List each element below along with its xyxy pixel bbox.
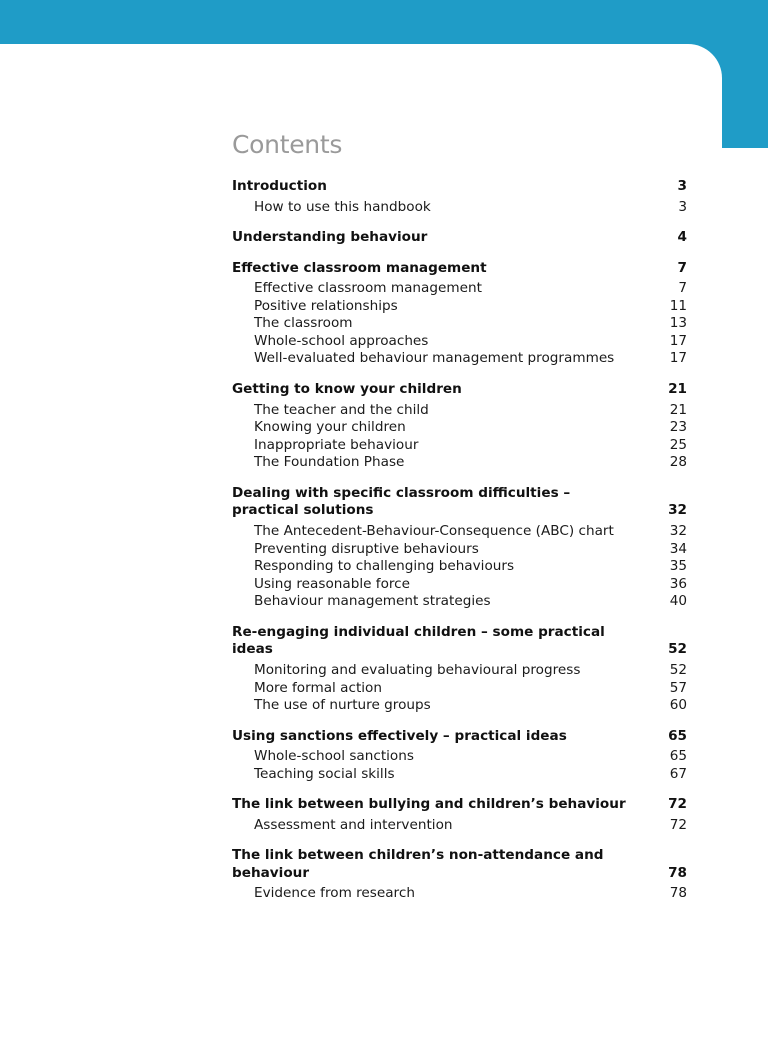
toc-entry-page-number: 67 [669,765,687,782]
toc-entry-label: Using reasonable force [254,575,411,592]
toc-entry[interactable] [232,576,687,594]
toc-heading-label: Understanding behaviour [232,229,428,246]
toc-entry-page-number: 72 [669,816,687,833]
toc-section [232,796,687,834]
toc-section [232,728,687,784]
toc-entry[interactable] [232,766,687,784]
toc-section-heading[interactable] [232,728,687,746]
toc-entry-page-number: 21 [669,401,687,418]
toc-section-heading[interactable] [232,485,687,520]
toc-entry-label: The teacher and the child [254,401,429,418]
toc-entry-page-number: 57 [669,679,687,696]
toc-heading-page-number: 32 [668,502,687,519]
toc-entry[interactable] [232,350,687,368]
toc-entry-page-number: 65 [669,748,687,765]
toc-heading-label: Getting to know your children [232,381,462,398]
toc-entry-page-number: 52 [669,661,687,678]
toc-heading-label: Using sanctions effectively – practical ideas [232,727,567,744]
toc-heading-page-number: 21 [668,381,687,398]
toc-entry-page-number: 25 [669,436,687,453]
toc-entry-page-number: 17 [669,332,687,349]
toc-entry-page-number: 11 [669,297,687,314]
toc-section-heading[interactable] [232,178,687,196]
toc-section [232,485,687,611]
toc-entry-page-number: 32 [669,522,687,539]
toc-entry-label: Well-evaluated behaviour management programmes [254,350,615,367]
toc-entry[interactable] [232,817,687,835]
toc-section-heading[interactable] [232,796,687,814]
toc-entry[interactable] [232,662,687,680]
toc-heading-page-number: 65 [668,727,687,744]
toc-entry-label: Knowing your children [254,419,406,436]
toc-entry-label: Positive relationships [254,297,398,314]
toc-entry-label: More formal action [254,679,382,696]
toc-entry-page-number: 36 [669,575,687,592]
toc-entry-page-number: 35 [669,558,687,575]
toc-entry[interactable] [232,298,687,316]
toc-entry-label: Inappropriate behaviour [254,436,419,453]
toc-section-heading[interactable] [232,624,687,659]
toc-entry[interactable] [232,680,687,698]
toc-heading-page-number: 78 [668,864,687,881]
toc-entry-label: The use of nurture groups [254,697,431,714]
toc-entry[interactable] [232,593,687,611]
toc-section-heading[interactable] [232,381,687,399]
toc-section [232,178,687,216]
toc-section [232,847,687,903]
toc-heading-label: Effective classroom management [232,259,487,276]
toc-entry[interactable] [232,402,687,420]
toc-heading-page-number: 3 [677,178,687,194]
toc-heading-page-number: 7 [677,259,687,276]
toc-entry-page-number: 40 [669,593,687,610]
toc-entry-page-number: 78 [669,885,687,902]
toc-entry-label: Preventing disruptive behaviours [254,540,479,557]
toc-entry-label: Teaching social skills [254,765,395,782]
toc-heading-label: Dealing with specific classroom difficulties – practical solutions [232,484,571,519]
toc-entry[interactable] [232,315,687,333]
toc-section-heading[interactable] [232,847,687,882]
toc-entry-label: How to use this handbook [254,198,431,215]
toc-entry-label: Whole-school sanctions [254,748,414,765]
toc-entry-label: The Foundation Phase [254,454,405,471]
toc-section [232,260,687,368]
toc-entry[interactable] [232,333,687,351]
toc-entry[interactable] [232,558,687,576]
toc-entry-page-number: 7 [678,280,687,297]
toc-entry-page-number: 34 [669,540,687,557]
toc-section [232,229,687,247]
toc-entry[interactable] [232,199,687,217]
toc-entry-page-number: 23 [669,419,687,436]
toc-heading-page-number: 72 [668,796,687,813]
toc-list [232,178,687,903]
toc-entry-label: Evidence from research [254,885,415,902]
toc-entry-page-number: 28 [669,454,687,471]
toc-entry-label: Behaviour management strategies [254,593,491,610]
toc-entry-page-number: 3 [678,198,687,215]
toc-entry[interactable] [232,523,687,541]
toc-heading-label: Introduction [232,178,327,194]
toc-entry-label: Monitoring and evaluating behavioural progress [254,661,581,678]
toc-heading-label: Re-engaging individual children – some practical ideas [232,623,605,658]
toc-entry[interactable] [232,454,687,472]
toc-entry[interactable] [232,748,687,766]
toc-entry-label: The Antecedent-Behaviour-Consequence (ABC) chart [254,522,614,539]
toc-entry-label: Assessment and intervention [254,816,453,833]
toc-entry[interactable] [232,419,687,437]
toc-section-heading[interactable] [232,229,687,247]
page-title: Contents [232,130,343,159]
toc-entry[interactable] [232,437,687,455]
toc-section [232,624,687,715]
toc-entry-page-number: 13 [669,315,687,332]
toc-section-heading[interactable] [232,260,687,278]
toc-entry[interactable] [232,541,687,559]
toc-heading-label: The link between bullying and children’s behaviour [232,796,626,813]
toc-entry-label: Responding to challenging behaviours [254,558,515,575]
toc-section [232,381,687,472]
toc-entry-page-number: 60 [669,697,687,714]
toc-heading-page-number: 4 [677,229,687,246]
toc-entry-label: Effective classroom management [254,280,482,297]
toc-entry[interactable] [232,697,687,715]
toc-entry[interactable] [232,280,687,298]
toc-entry-label: Whole-school approaches [254,332,429,349]
toc-heading-page-number: 52 [668,641,687,658]
toc-heading-label: The link between children’s non-attendance and behaviour [232,847,604,881]
table-of-contents [232,130,687,916]
toc-entry-page-number: 17 [669,350,687,367]
toc-entry-label: The classroom [254,315,353,332]
toc-entry[interactable] [232,885,687,903]
